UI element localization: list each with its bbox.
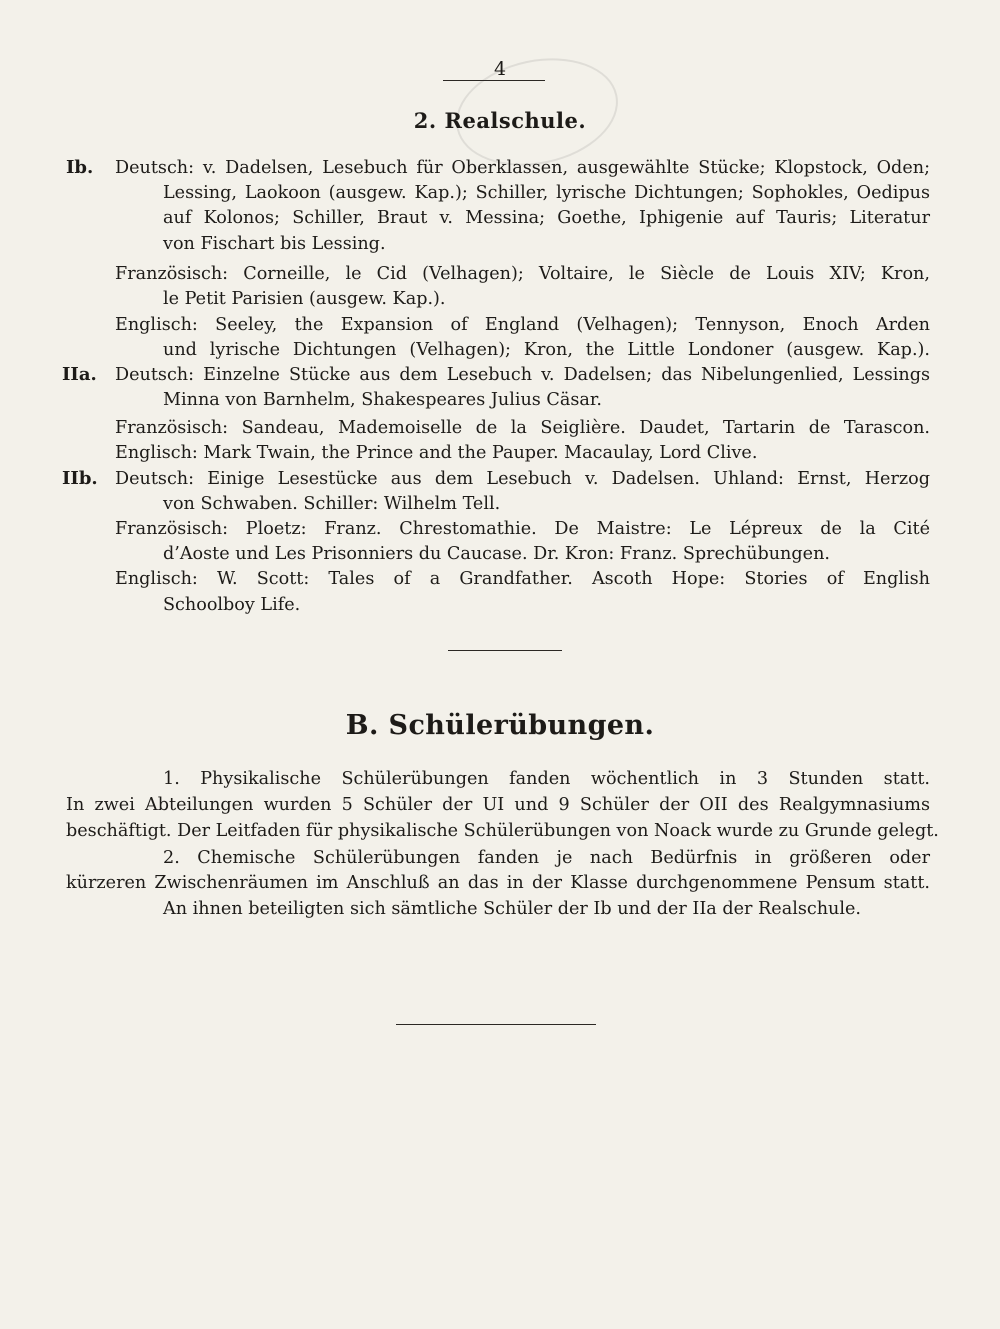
text-line: kürzeren Zwischenräumen im Anschluß an das in der Klasse durchgenommene Pensum statt. [66,873,930,893]
class-label-iia: IIa. [62,364,97,385]
page-number-rule [443,80,545,81]
class-label-ib: Ib. [66,157,94,178]
section-b-title: B. Schülerübungen. [345,710,655,741]
text-line: beschäftigt. Der Leitfaden für physikalische Schülerübungen von Noack wurde zu Grunde gelegt. [66,821,939,841]
text-line: le Petit Parisien (ausgew. Kap.). [163,289,446,309]
text-line: Deutsch: Einzelne Stücke aus dem Lesebuch v. Dadelsen; das Nibelungenlied, Lessings [115,365,930,385]
text-line: An ihnen beteiligten sich sämtliche Schüler der Ib und der IIa der Realschule. [163,899,862,919]
text-line: von Fischart bis Lessing. [163,234,386,254]
section-divider [448,650,562,651]
text-line: Deutsch: Einige Lesestücke aus dem Lesebuch v. Dadelsen. Uhland: Ernst, Herzog [115,469,930,489]
text-line: Englisch: Seeley, the Expansion of England (Velhagen); Tennyson, Enoch Arden [115,315,930,335]
text-line: und lyrische Dichtungen (Velhagen); Kron, the Little Londoner (ausgew. Kap.). [163,340,930,360]
page-number: 4 [493,58,507,80]
text-line: Französisch: Sandeau, Mademoiselle de la Seiglière. Daudet, Tartarin de Tarascon. [115,418,930,438]
text-line: In zwei Abteilungen wurden 5 Schüler der UI und 9 Schüler der OII des Realgymnasiums [66,795,930,815]
text-line: Englisch: Mark Twain, the Prince and the Pauper. Macaulay, Lord Clive. [115,443,758,463]
class-label-iib: IIb. [62,468,98,489]
text-line: d’Aoste und Les Prisonniers du Caucase. Dr. Kron: Franz. Sprechübungen. [163,544,830,564]
section-title: 2. Realschule. [413,108,587,133]
text-line: 2. Chemische Schülerübungen fanden je nach Bedürfnis in größeren oder [163,848,930,868]
text-line: Französisch: Ploetz: Franz. Chrestomathie. De Maistre: Le Lépreux de la Cité [115,519,930,539]
text-line: Schoolboy Life. [163,595,301,615]
text-line: Englisch: W. Scott: Tales of a Grandfather. Ascoth Hope: Stories of English [115,569,930,589]
end-divider [396,1024,596,1025]
text-line: Lessing, Laokoon (ausgew. Kap.); Schiller, lyrische Dichtungen; Sophokles, Oedipus [163,183,930,203]
text-line: 1. Physikalische Schülerübungen fanden wöchentlich in 3 Stunden statt. [163,769,930,789]
text-line: von Schwaben. Schiller: Wilhelm Tell. [163,494,501,514]
text-line: Deutsch: v. Dadelsen, Lesebuch für Oberklassen, ausgewählte Stücke; Klopstock, Oden; [115,158,930,178]
text-line: Minna von Barnhelm, Shakespeares Julius Cäsar. [163,390,602,410]
text-line: Französisch: Corneille, le Cid (Velhagen); Voltaire, le Siècle de Louis XIV; Kron, [115,264,930,284]
text-line: auf Kolonos; Schiller, Braut v. Messina; Goethe, Iphigenie auf Tauris; Literatur [163,208,930,228]
